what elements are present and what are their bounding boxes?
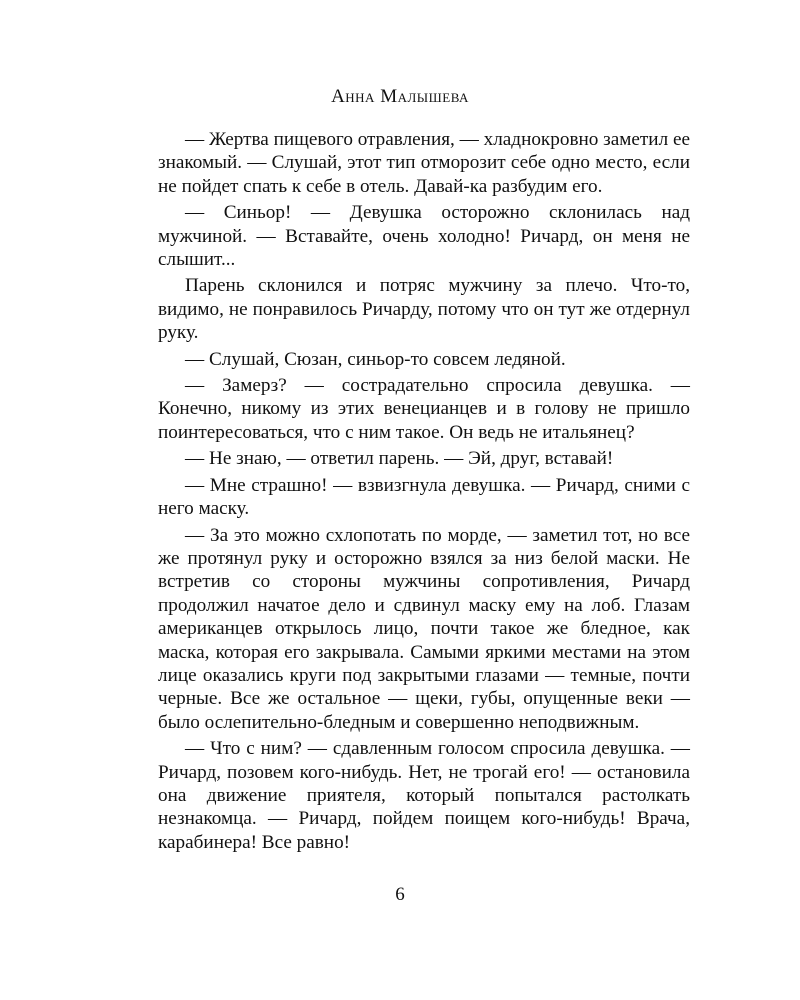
paragraph: — Синьор! — Девушка осторожно склонилась над мужчиной. — Вставайте, очень холодно! Ричард, он меня не слышит... <box>158 202 690 271</box>
paragraph: — За это можно схлопотать по морде, — заметил тот, но все же протянул руку и осторожно взялся за низ белой маски. Не встретив со стороны мужчины сопротивления, Ричард продолжил начатое дело и сдвинул маску ему на лоб. Глазам американцев открылось лицо, почти такое же бледное, как маска, которая его закрывала. Самыми яркими местами на этом лице оказались круги под закрытыми глазами — темные, почти черные. Все же остальное — щеки, губы, опущенные веки — было ослепительно-бледным и совершенно неподвижным. <box>158 524 690 733</box>
paragraph: — Не знаю, — ответил парень. — Эй, друг, вставай! <box>185 448 614 470</box>
paragraph: — Мне страшно! — взвизгнула девушка. — Ричард, сними с него маску. <box>158 474 690 520</box>
body-text <box>158 128 690 857</box>
paragraph: — Замерз? — сострадательно спросила девушка. — Конечно, никому из этих венецианцев и в голову не пришло поинтересоваться, что с ним такое. Он ведь не итальянец? <box>158 375 690 443</box>
paragraph: — Жертва пищевого отравления, — хладнокровно заметил ее знакомый. — Слушай, этот тип отморозит себе одно место, если не пойдет спать к себе в отель. Давай-ка разбудим его. <box>158 129 690 197</box>
page-number: 6 <box>395 884 405 905</box>
running-head-author: Анна Малышева <box>331 86 469 107</box>
paragraph: — Слушай, Сюзан, синьор-то совсем ледяной. <box>185 348 566 370</box>
paragraph: Парень склонился и потряс мужчину за плечо. Что-то, видимо, не понравилось Ричарду, потому что он тут же отдернул руку. <box>158 275 690 344</box>
paragraph: — Что с ним? — сдавленным голосом спросила девушка. — Ричард, позовем кого-нибудь. Нет, не трогай его! — остановила она движение приятеля, который попытался растолкать незнакомца. — Ричард, пойдем поищем кого-нибудь! Врача, карабинера! Все равно! <box>158 738 690 853</box>
